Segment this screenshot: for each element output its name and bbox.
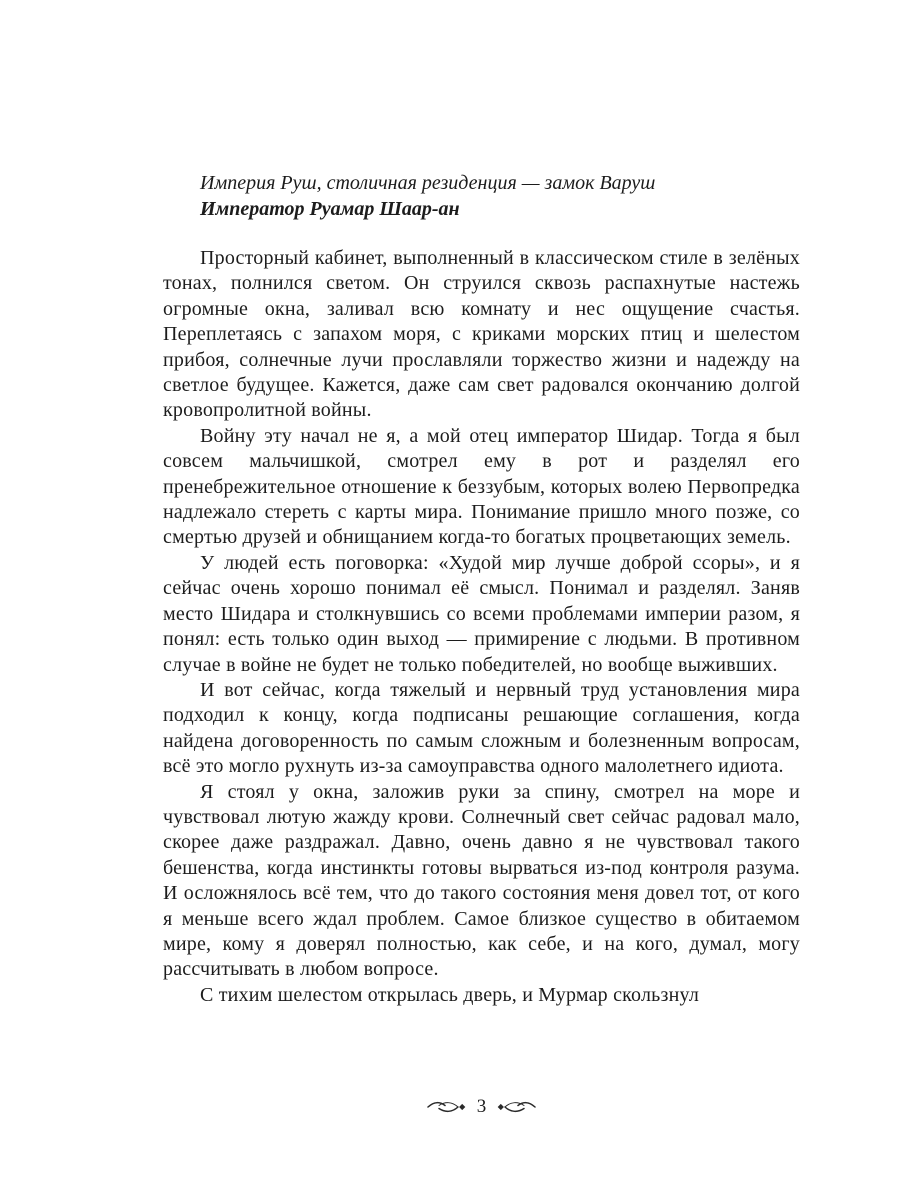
flourish-left-icon <box>427 1100 469 1114</box>
paragraph: С тихим шелестом открылась дверь, и Мурмар скользнул <box>200 983 699 1006</box>
paragraph: Просторный кабинет, выполненный в классическом стиле в зелёных тонах, полнился светом. Он струился сквозь распахнутые настежь огромные окна, заливал всю комнату и нес ощущение счастья. Переплетаясь с запахом моря, с криками морских птиц и шелестом прибоя, солнечные лучи прославляли торжество жизни и надежду на светлое будущее. Кажется, даже сам свет радовался окончанию долгой кровопролитной войны. <box>163 247 800 422</box>
scene-header <box>200 170 800 222</box>
body-text <box>163 246 800 1008</box>
page-number: 3 <box>476 1096 487 1117</box>
paragraph: Войну эту начал не я, а мой отец император Шидар. Тогда я был совсем мальчишкой, смотрел ему в рот и разделял его пренебрежительное отношение к беззубым, которых волею Первопредка надлежало стереть с карты мира. Понимание пришло много позже, со смертью друзей и обнищанием когда-то богатых процветающих земель. <box>163 424 800 549</box>
paragraph: И вот сейчас, когда тяжелый и нервный труд установления мира подходил к концу, когда подписаны решающие соглашения, когда найдена договоренность по самым сложным и болезненным вопросам, всё это могло рухнуть из-за самоуправства одного малолетнего идиота. <box>163 678 800 778</box>
paragraph: У людей есть поговорка: «Худой мир лучше доброй ссоры», и я сейчас очень хорошо понимал её смысл. Понимал и разделял. Заняв место Шидара и столкнувшись со всеми проблемами империи разом, я понял: есть только один выход — примирение с людьми. В противном случае в войне не будет не только победителей, но вообще выживших. <box>163 551 800 676</box>
flourish-right-icon <box>494 1100 536 1114</box>
page-content <box>163 170 800 1008</box>
paragraph: Я стоял у окна, заложив руки за спину, смотрел на море и чувствовал лютую жажду крови. Солнечный свет сейчас радовал мало, скорее даже раздражал. Давно, очень давно я не чувствовал такого бешенства, когда инстинкты готовы вырваться из-под контроля разума. И осложнялось всё тем, что до такого состояния меня довел тот, от кого я меньше всего ждал проблем. Самое близкое существо в обитаемом мире, кому я доверял полностью, как себе, и на кого, думал, могу рассчитывать в любом вопросе. <box>163 780 800 981</box>
footer-ornament-group <box>427 1096 537 1118</box>
scene-character-line: Император Руамар Шаар-ан <box>200 198 460 220</box>
page-footer <box>163 1096 800 1119</box>
scene-location-line: Империя Руш, столичная резиденция — замок Варуш <box>200 172 656 194</box>
